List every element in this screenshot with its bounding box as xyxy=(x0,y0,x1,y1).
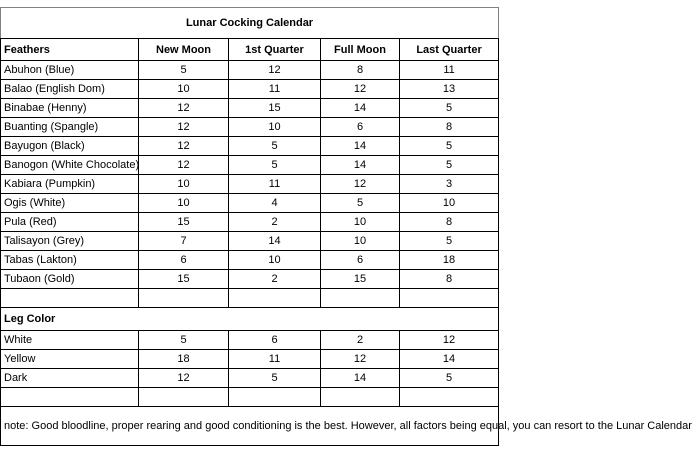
first-quarter-cell: 14 xyxy=(229,232,321,251)
blank-cell xyxy=(229,388,321,407)
row-label: White xyxy=(1,331,139,350)
new-moon-cell: 12 xyxy=(139,99,229,118)
blank-cell xyxy=(1,289,139,308)
row-label: Pula (Red) xyxy=(1,213,139,232)
first-quarter-cell: 5 xyxy=(229,156,321,175)
first-quarter-cell: 10 xyxy=(229,118,321,137)
header-first-quarter: 1st Quarter xyxy=(229,39,321,61)
blank-cell xyxy=(321,289,400,308)
blank-cell xyxy=(229,289,321,308)
blank-row xyxy=(1,289,499,308)
last-quarter-cell: 13 xyxy=(400,80,499,99)
header-row xyxy=(1,39,499,61)
header-feathers: Feathers xyxy=(1,39,139,61)
last-quarter-cell: 5 xyxy=(400,137,499,156)
table-row xyxy=(1,213,499,232)
blank-row xyxy=(1,388,499,407)
first-quarter-cell: 2 xyxy=(229,213,321,232)
table-row xyxy=(1,137,499,156)
first-quarter-cell: 15 xyxy=(229,99,321,118)
table-row xyxy=(1,369,499,388)
row-label: Kabiara (Pumpkin) xyxy=(1,175,139,194)
full-moon-cell: 12 xyxy=(321,80,400,99)
new-moon-cell: 15 xyxy=(139,213,229,232)
header-new-moon: New Moon xyxy=(139,39,229,61)
first-quarter-cell: 12 xyxy=(229,61,321,80)
last-quarter-cell: 5 xyxy=(400,369,499,388)
table-row xyxy=(1,350,499,369)
title-row xyxy=(1,8,499,39)
new-moon-cell: 18 xyxy=(139,350,229,369)
row-label: Ogis (White) xyxy=(1,194,139,213)
full-moon-cell: 12 xyxy=(321,175,400,194)
table-row xyxy=(1,61,499,80)
row-label: Talisayon (Grey) xyxy=(1,232,139,251)
table-row xyxy=(1,99,499,118)
last-quarter-cell: 18 xyxy=(400,251,499,270)
first-quarter-cell: 2 xyxy=(229,270,321,289)
row-label: Binabae (Henny) xyxy=(1,99,139,118)
full-moon-cell: 6 xyxy=(321,251,400,270)
full-moon-cell: 10 xyxy=(321,232,400,251)
new-moon-cell: 12 xyxy=(139,137,229,156)
header-full-moon: Full Moon xyxy=(321,39,400,61)
first-quarter-cell: 6 xyxy=(229,331,321,350)
last-quarter-cell: 10 xyxy=(400,194,499,213)
last-quarter-cell: 8 xyxy=(400,118,499,137)
blank-cell xyxy=(139,388,229,407)
blank-cell xyxy=(139,289,229,308)
last-quarter-cell: 3 xyxy=(400,175,499,194)
new-moon-cell: 6 xyxy=(139,251,229,270)
table-row xyxy=(1,175,499,194)
new-moon-cell: 15 xyxy=(139,270,229,289)
last-quarter-cell: 5 xyxy=(400,156,499,175)
full-moon-cell: 14 xyxy=(321,99,400,118)
table-row xyxy=(1,194,499,213)
row-label: Bayugon (Black) xyxy=(1,137,139,156)
first-quarter-cell: 4 xyxy=(229,194,321,213)
row-label: Banogon (White Chocolate) xyxy=(1,156,139,175)
new-moon-cell: 12 xyxy=(139,156,229,175)
calendar-title: Lunar Cocking Calendar xyxy=(1,8,499,39)
last-quarter-cell: 11 xyxy=(400,61,499,80)
row-label: Tabas (Lakton) xyxy=(1,251,139,270)
new-moon-cell: 12 xyxy=(139,369,229,388)
note-row xyxy=(1,407,499,446)
full-moon-cell: 2 xyxy=(321,331,400,350)
table-row xyxy=(1,80,499,99)
note-text: note: Good bloodline, proper rearing and good conditioning is the best. However, all factors being equal, you can resort to the Lunar Calendar xyxy=(1,407,499,446)
last-quarter-cell: 8 xyxy=(400,270,499,289)
new-moon-cell: 10 xyxy=(139,194,229,213)
table-row xyxy=(1,232,499,251)
last-quarter-cell: 14 xyxy=(400,350,499,369)
first-quarter-cell: 11 xyxy=(229,350,321,369)
first-quarter-cell: 10 xyxy=(229,251,321,270)
new-moon-cell: 5 xyxy=(139,331,229,350)
first-quarter-cell: 5 xyxy=(229,137,321,156)
row-label: Buanting (Spangle) xyxy=(1,118,139,137)
blank-cell xyxy=(1,388,139,407)
first-quarter-cell: 11 xyxy=(229,80,321,99)
full-moon-cell: 15 xyxy=(321,270,400,289)
leg-color-section-row xyxy=(1,308,499,331)
full-moon-cell: 5 xyxy=(321,194,400,213)
table-row xyxy=(1,331,499,350)
last-quarter-cell: 8 xyxy=(400,213,499,232)
table-row xyxy=(1,251,499,270)
full-moon-cell: 14 xyxy=(321,137,400,156)
full-moon-cell: 14 xyxy=(321,156,400,175)
row-label: Yellow xyxy=(1,350,139,369)
first-quarter-cell: 11 xyxy=(229,175,321,194)
new-moon-cell: 12 xyxy=(139,118,229,137)
last-quarter-cell: 12 xyxy=(400,331,499,350)
new-moon-cell: 5 xyxy=(139,61,229,80)
full-moon-cell: 6 xyxy=(321,118,400,137)
blank-cell xyxy=(400,388,499,407)
blank-cell xyxy=(321,388,400,407)
new-moon-cell: 7 xyxy=(139,232,229,251)
full-moon-cell: 8 xyxy=(321,61,400,80)
row-label: Tubaon (Gold) xyxy=(1,270,139,289)
new-moon-cell: 10 xyxy=(139,175,229,194)
full-moon-cell: 14 xyxy=(321,369,400,388)
new-moon-cell: 10 xyxy=(139,80,229,99)
header-last-quarter: Last Quarter xyxy=(400,39,499,61)
top-spacer-row xyxy=(1,0,499,8)
row-label: Balao (English Dom) xyxy=(1,80,139,99)
table-row xyxy=(1,156,499,175)
last-quarter-cell: 5 xyxy=(400,232,499,251)
table-body xyxy=(1,0,692,446)
last-quarter-cell: 5 xyxy=(400,99,499,118)
table-row xyxy=(1,270,499,289)
full-moon-cell: 10 xyxy=(321,213,400,232)
leg-color-heading: Leg Color xyxy=(1,308,499,331)
first-quarter-cell: 5 xyxy=(229,369,321,388)
row-label: Dark xyxy=(1,369,139,388)
blank-cell xyxy=(400,289,499,308)
full-moon-cell: 12 xyxy=(321,350,400,369)
row-label: Abuhon (Blue) xyxy=(1,61,139,80)
table-row xyxy=(1,118,499,137)
